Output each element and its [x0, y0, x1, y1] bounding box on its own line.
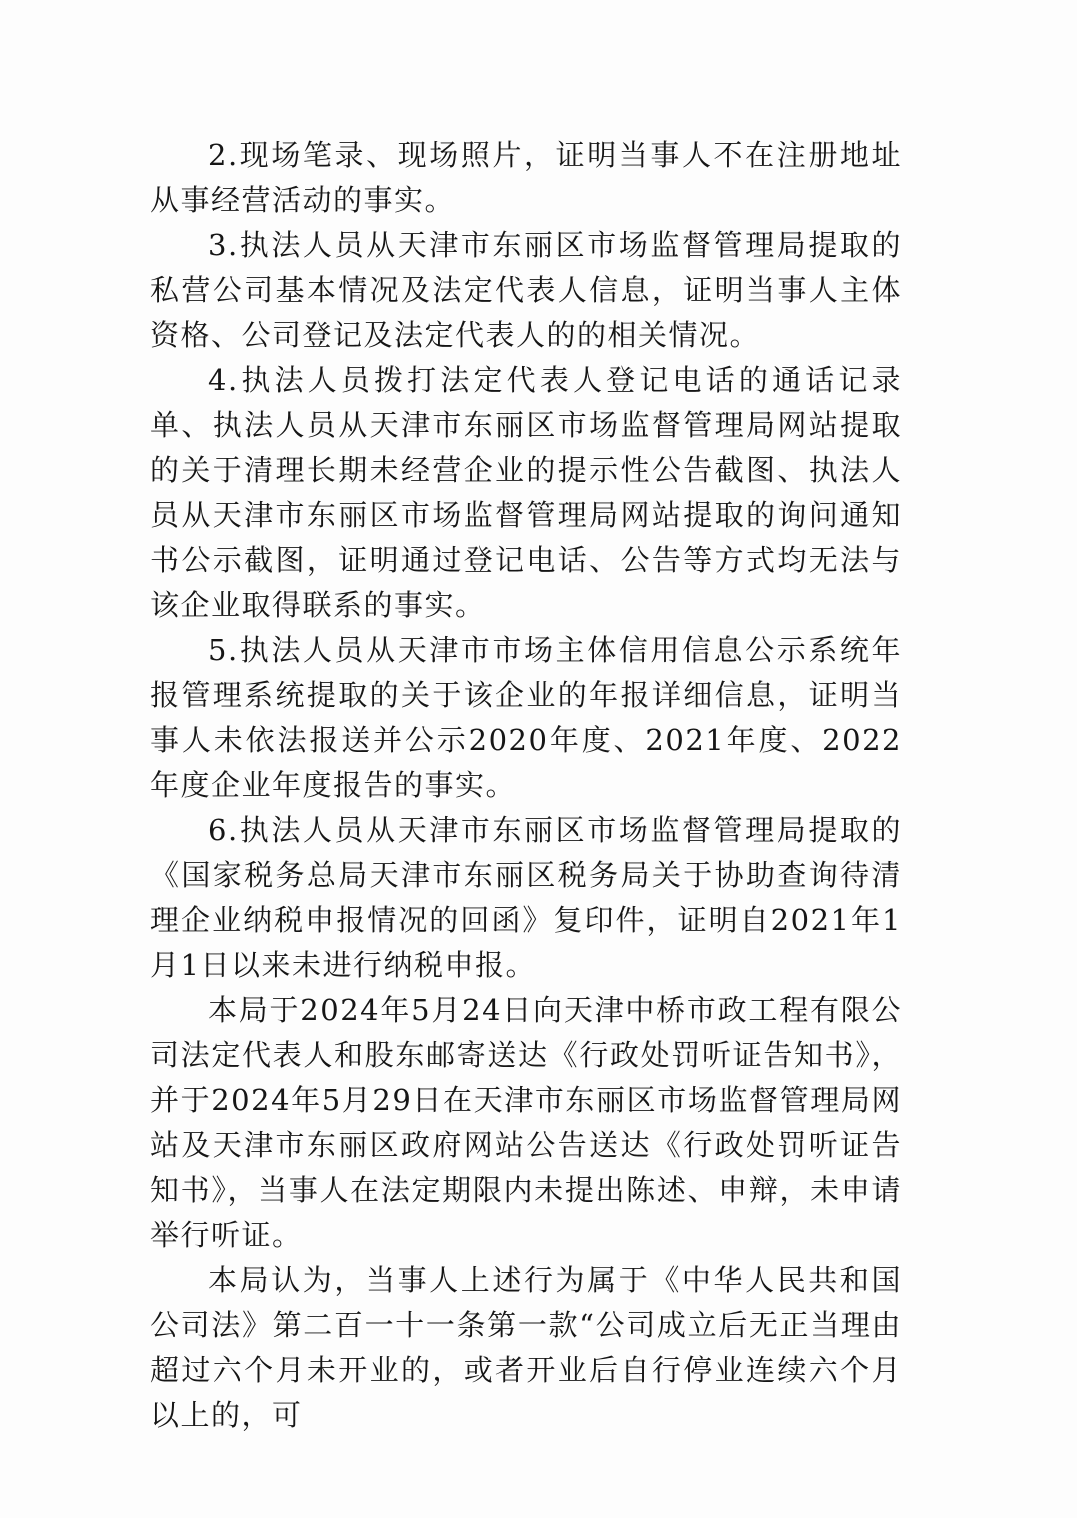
- paragraph-evidence-2: 2.现场笔录、现场照片，证明当事人不在注册地址从事经营活动的事实。: [150, 138, 902, 217]
- document-body: [150, 133, 902, 1438]
- paragraph-bureau-opinion: 本局认为，当事人上述行为属于《中华人民共和国公司法》第二百一十一条第一款“公司成立后无正当理由超过六个月未开业的，或者开业后自行停业连续六个月以上的，可: [150, 1263, 902, 1432]
- paragraph-evidence-6: 6.执法人员从天津市东丽区市场监督管理局提取的《国家税务总局天津市东丽区税务局关于协助查询待清理企业纳税申报情况的回函》复印件，证明自2021年1月1日以来未进行纳税申报。: [150, 813, 902, 982]
- paragraph-evidence-4: 4.执法人员拨打法定代表人登记电话的通话记录单、执法人员从天津市东丽区市场监督管理局网站提取的关于清理长期未经营企业的提示性公告截图、执法人员从天津市东丽区市场监督管理局网站提取的询问通知书公示截图，证明通过登记电话、公告等方式均无法与该企业取得联系的事实。: [150, 363, 902, 622]
- paragraph-evidence-3: 3.执法人员从天津市东丽区市场监督管理局提取的私营公司基本情况及法定代表人信息，证明当事人主体资格、公司登记及法定代表人的的相关情况。: [150, 228, 902, 352]
- paragraph-service-notice: 本局于2024年5月24日向天津中桥市政工程有限公司法定代表人和股东邮寄送达《行政处罚听证告知书》，并于2024年5月29日在天津市东丽区市场监督管理局网站及天津市东丽区政府网站公告送达《行政处罚听证告知书》，当事人在法定期限内未提出陈述、申辩，未申请举行听证。: [150, 993, 902, 1252]
- paragraph-evidence-5: 5.执法人员从天津市市场主体信用信息公示系统年报管理系统提取的关于该企业的年报详细信息，证明当事人未依法报送并公示2020年度、2021年度、2022年度企业年度报告的事实。: [150, 633, 902, 802]
